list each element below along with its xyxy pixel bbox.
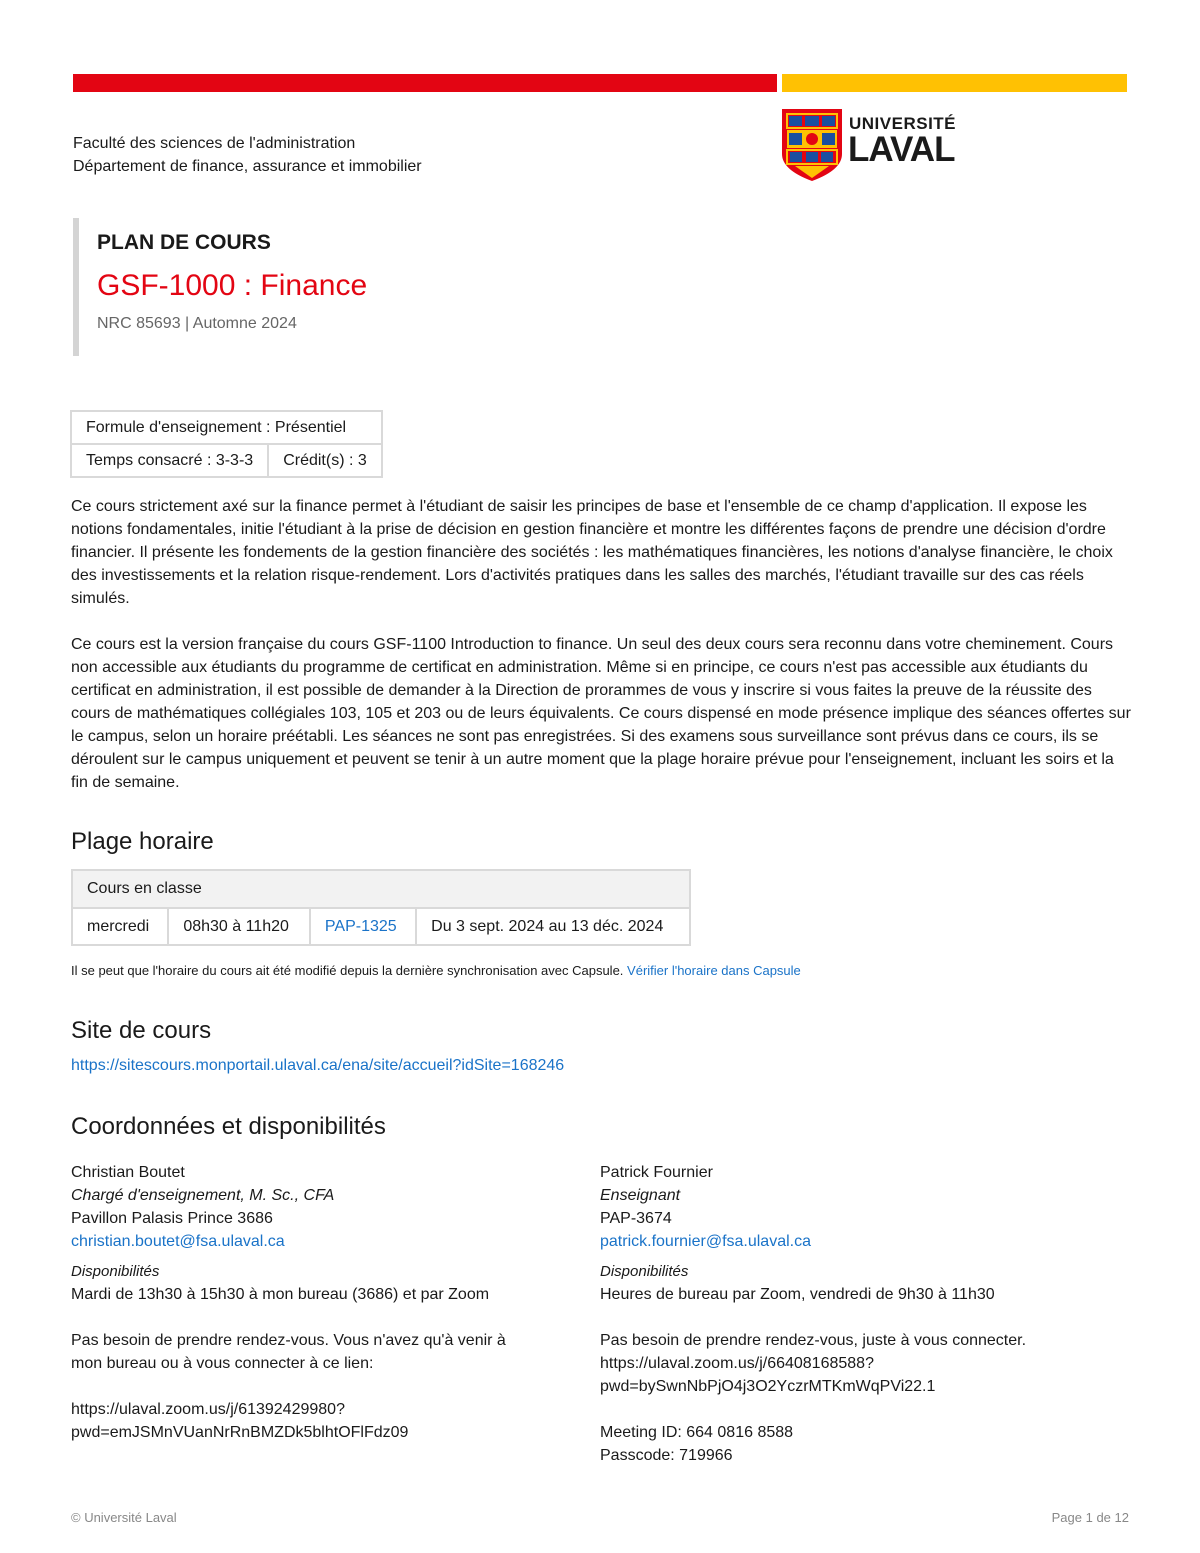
site-heading: Site de cours bbox=[71, 1017, 212, 1044]
description-paragraph-2: Ce cours est la version française du cours GSF-1100 Introduction to finance. Un seul des deux cours sera reconnu dans votre cheminement. Cours non accessible aux étudiants du programme de certificat en administration. Même si en principe, ce cours n'est pas accessible aux étudiants du certificat en administration, il est possible de demander à la Direction de prorammes de vous y inscrire si vous faites la preuve de la réussite des cours de mathématiques collégiales 103, 105 et 203 ou de leurs équivalents. Ce cours dispensé en mode présence implique des séances offertes sur le campus, selon un horaire préétabli. Les séances ne sont pas enregistrées. Si des examens sous surveillance sont prévus dans ce cours, ils se déroulent sur le campus uniquement et peuvent se tenir à un autre moment que la plage horaire prévue pour l'enseignement, incluant les soirs et la fin de semaine. bbox=[71, 636, 1131, 791]
formula-table bbox=[70, 410, 383, 478]
plan-heading: PLAN DE COURS bbox=[97, 231, 271, 254]
schedule-table-header: Cours en classe bbox=[72, 870, 690, 908]
contact-name: Christian Boutet bbox=[71, 1164, 185, 1181]
passcode: Passcode: 719966 bbox=[600, 1447, 733, 1464]
formula-time: Temps consacré : 3-3-3 bbox=[71, 444, 268, 477]
availability-label: Disponibilités bbox=[600, 1263, 689, 1280]
schedule-heading: Plage horaire bbox=[71, 828, 214, 855]
footer-page-number: Page 1 de 12 bbox=[1051, 1510, 1129, 1525]
zoom-url-line-2: pwd=emJSMnVUanNrRnBMZDk5blhtOFlFdz09 bbox=[71, 1424, 409, 1441]
contact-email-link[interactable]: christian.boutet@fsa.ulaval.ca bbox=[71, 1233, 285, 1250]
contact-availability: Mardi de 13h30 à 15h30 à mon bureau (3686) et par Zoom bbox=[71, 1286, 490, 1303]
contact-text-line-2: mon bureau ou à vous connecter à ce lien: bbox=[71, 1355, 374, 1372]
contact-role: Chargé d'enseignement, M. Sc., CFA bbox=[71, 1187, 335, 1204]
contact-role: Enseignant bbox=[600, 1187, 681, 1204]
contact-left bbox=[71, 1161, 571, 1444]
schedule-dates: Du 3 sept. 2024 au 13 déc. 2024 bbox=[416, 908, 690, 945]
course-title: GSF-1000 : Finance bbox=[97, 269, 368, 302]
zoom-url-line-1: https://ulaval.zoom.us/j/61392429980? bbox=[71, 1401, 345, 1418]
contact-right bbox=[600, 1161, 1100, 1467]
schedule-note bbox=[71, 963, 801, 978]
formula-mode: Formule d'enseignement : Présentiel bbox=[71, 411, 382, 444]
nrc-term: NRC 85693 | Automne 2024 bbox=[97, 315, 297, 332]
contact-office: Pavillon Palasis Prince 3686 bbox=[71, 1210, 273, 1227]
zoom-url-line-2: pwd=bySwnNbPjO4j3O2YczrMTKmWqPVi22.1 bbox=[600, 1378, 936, 1395]
contact-text-line-1: Pas besoin de prendre rendez-vous. Vous n'avez qu'à venir à bbox=[71, 1332, 506, 1349]
header-bar-gold bbox=[782, 74, 1127, 92]
department-name: Département de finance, assurance et immobilier bbox=[73, 158, 422, 175]
contact-email-link[interactable]: patrick.fournier@fsa.ulaval.ca bbox=[600, 1233, 811, 1250]
universite-laval-logo bbox=[781, 108, 961, 182]
course-site-link[interactable]: https://sitescours.monportail.ulaval.ca/ena/site/accueil?idSite=168246 bbox=[71, 1057, 565, 1074]
description-paragraph-1: Ce cours strictement axé sur la finance permet à l'étudiant de saisir les principes de base et l'ensemble de ce champ d'application. Il expose les notions fondamentales, initie l'étudiant à la prise de décision en gestion financière et montre les différentes façons de prendre une décision d'ordre financier. Il présente les fondements de la gestion financière des sociétés : les mathématiques financières, les notions d'analyse financière, le choix des investissements et la relation risque-rendement. Lors d'activités pratiques dans les salles des marchés, l'étudiant travaille sur des cas réels simulés. bbox=[71, 498, 1113, 607]
logo-line-universite: UNIVERSITÉ bbox=[849, 114, 957, 133]
logo-line-laval: LAVAL bbox=[848, 130, 955, 169]
contacts-heading: Coordonnées et disponibilités bbox=[71, 1113, 386, 1140]
schedule-time: 08h30 à 11h20 bbox=[168, 908, 310, 945]
faculty-name: Faculté des sciences de l'administration bbox=[73, 135, 356, 152]
faculty-block bbox=[73, 132, 422, 178]
schedule-room-link[interactable]: PAP-1325 bbox=[310, 908, 416, 945]
availability-label: Disponibilités bbox=[71, 1263, 160, 1280]
contact-office: PAP-3674 bbox=[600, 1210, 672, 1227]
title-block bbox=[73, 218, 367, 356]
contact-availability: Heures de bureau par Zoom, vendredi de 9h30 à 11h30 bbox=[600, 1286, 995, 1303]
shield-icon bbox=[781, 108, 843, 182]
zoom-url-line-1: https://ulaval.zoom.us/j/66408168588? bbox=[600, 1355, 874, 1372]
formula-credits: Crédit(s) : 3 bbox=[268, 444, 382, 477]
contact-text-line-1: Pas besoin de prendre rendez-vous, juste à vous connecter. bbox=[600, 1332, 1027, 1349]
capsule-link[interactable]: Vérifier l'horaire dans Capsule bbox=[627, 963, 801, 978]
header-bar-red bbox=[73, 74, 777, 92]
course-description bbox=[71, 495, 1131, 817]
schedule-day: mercredi bbox=[72, 908, 168, 945]
schedule-table bbox=[71, 869, 691, 946]
contact-name: Patrick Fournier bbox=[600, 1164, 713, 1181]
meeting-id: Meeting ID: 664 0816 8588 bbox=[600, 1424, 794, 1441]
schedule-note-text: Il se peut que l'horaire du cours ait été modifié depuis la dernière synchronisation avec Capsule. bbox=[71, 963, 624, 978]
footer-copyright: © Université Laval bbox=[71, 1510, 177, 1525]
